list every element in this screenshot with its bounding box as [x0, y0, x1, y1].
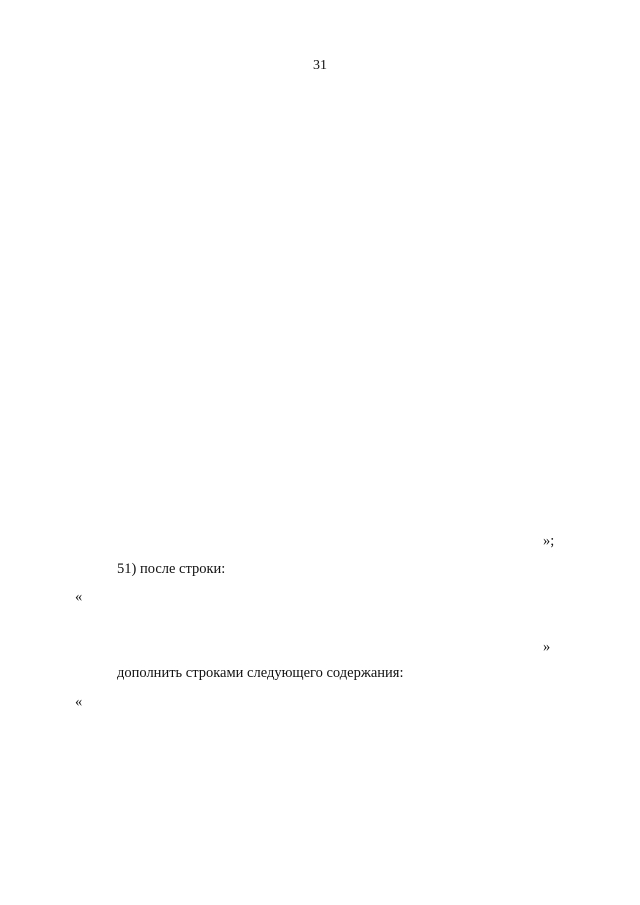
opening-quote: «: [75, 694, 83, 710]
supplement-label: дополнить строками следующего содержания:: [117, 665, 404, 681]
item-51-label: 51) после строки:: [117, 561, 226, 577]
closing-quote-semicolon: »;: [543, 533, 555, 549]
page-number: 31: [313, 58, 327, 73]
closing-quote: »: [543, 639, 551, 655]
opening-quote: «: [75, 589, 83, 605]
